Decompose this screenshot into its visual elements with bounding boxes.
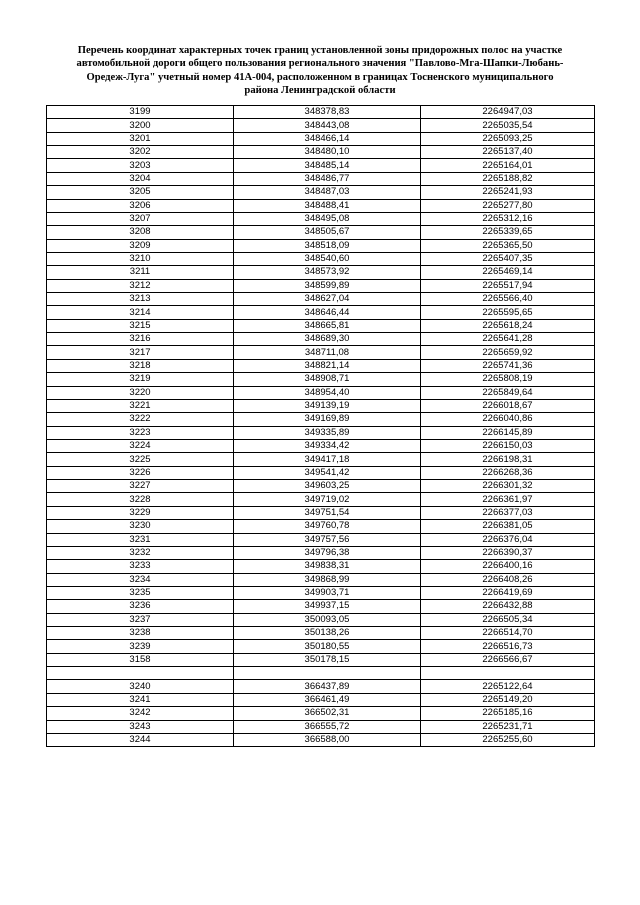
table-row	[47, 733, 595, 746]
table-row	[47, 186, 595, 199]
table-row	[47, 119, 595, 132]
point-number-cell: 3241	[47, 693, 234, 706]
x-coordinate-cell: 349903,71	[234, 586, 421, 599]
table-row	[47, 172, 595, 185]
x-coordinate-cell: 349169,89	[234, 413, 421, 426]
table-row	[47, 413, 595, 426]
point-number-cell: 3231	[47, 533, 234, 546]
table-row	[47, 573, 595, 586]
point-number-cell: 3240	[47, 680, 234, 693]
point-number-cell: 3227	[47, 480, 234, 493]
y-coordinate-cell: 2265365,50	[421, 239, 595, 252]
y-coordinate-cell: 2265469,14	[421, 266, 595, 279]
table-row	[47, 546, 595, 559]
x-coordinate-cell: 349868,99	[234, 573, 421, 586]
table-row	[47, 653, 595, 666]
x-coordinate-cell: 348488,41	[234, 199, 421, 212]
x-coordinate-cell: 348495,08	[234, 212, 421, 225]
x-coordinate-cell: 348689,30	[234, 333, 421, 346]
document-title	[46, 44, 594, 98]
y-coordinate-cell: 2265741,36	[421, 359, 595, 372]
point-number-cell: 3233	[47, 560, 234, 573]
y-coordinate-cell: 2266381,05	[421, 520, 595, 533]
y-coordinate-cell: 2265849,64	[421, 386, 595, 399]
x-coordinate-cell: 348443,08	[234, 119, 421, 132]
y-coordinate-cell: 2265595,65	[421, 306, 595, 319]
y-coordinate-cell: 2266376,04	[421, 533, 595, 546]
table-row	[47, 453, 595, 466]
y-coordinate-cell: 2266145,89	[421, 426, 595, 439]
table-row	[47, 667, 595, 680]
y-coordinate-cell: 2265407,35	[421, 252, 595, 265]
y-coordinate-cell: 2265137,40	[421, 146, 595, 159]
table-row	[47, 480, 595, 493]
y-coordinate-cell: 2265618,24	[421, 319, 595, 332]
table-row	[47, 306, 595, 319]
point-number-cell: 3232	[47, 546, 234, 559]
y-coordinate-cell: 2266040,86	[421, 413, 595, 426]
x-coordinate-cell: 348486,77	[234, 172, 421, 185]
table-row	[47, 426, 595, 439]
point-number-cell: 3208	[47, 226, 234, 239]
point-number-cell: 3209	[47, 239, 234, 252]
x-coordinate-cell: 348378,83	[234, 106, 421, 119]
y-coordinate-cell: 2266505,34	[421, 613, 595, 626]
y-coordinate-cell: 2266419,69	[421, 586, 595, 599]
y-coordinate-cell: 2266566,67	[421, 653, 595, 666]
table-row	[47, 266, 595, 279]
y-coordinate-cell: 2264947,03	[421, 106, 595, 119]
y-coordinate-cell: 2265093,25	[421, 132, 595, 145]
table-row	[47, 560, 595, 573]
title-line: автомобильной дороги общего пользования регионального значения "Павлово-Мга-Шапки-Любань-	[76, 58, 564, 70]
table-row	[47, 506, 595, 519]
x-coordinate-cell: 366461,49	[234, 693, 421, 706]
point-number-cell: 3238	[47, 627, 234, 640]
y-coordinate-cell: 2265241,93	[421, 186, 595, 199]
y-coordinate-cell: 2265188,82	[421, 172, 595, 185]
x-coordinate-cell: 349751,54	[234, 506, 421, 519]
point-number-cell: 3223	[47, 426, 234, 439]
coordinates-table	[46, 105, 595, 747]
x-coordinate-cell	[234, 667, 421, 680]
point-number-cell: 3214	[47, 306, 234, 319]
point-number-cell: 3222	[47, 413, 234, 426]
point-number-cell: 3210	[47, 252, 234, 265]
x-coordinate-cell: 348954,40	[234, 386, 421, 399]
table-row	[47, 373, 595, 386]
y-coordinate-cell: 2265164,01	[421, 159, 595, 172]
title-line: района Ленинградской области	[244, 85, 396, 97]
table-row	[47, 319, 595, 332]
table-row	[47, 293, 595, 306]
point-number-cell: 3217	[47, 346, 234, 359]
point-number-cell: 3218	[47, 359, 234, 372]
x-coordinate-cell: 349139,19	[234, 399, 421, 412]
x-coordinate-cell: 349541,42	[234, 466, 421, 479]
table-row	[47, 159, 595, 172]
y-coordinate-cell: 2266400,16	[421, 560, 595, 573]
point-number-cell: 3236	[47, 600, 234, 613]
x-coordinate-cell: 366555,72	[234, 720, 421, 733]
title-line: Перечень координат характерных точек границ установленной зоны придорожных полос на участке	[77, 45, 563, 56]
x-coordinate-cell: 349757,56	[234, 533, 421, 546]
y-coordinate-cell: 2266432,88	[421, 600, 595, 613]
point-number-cell: 3244	[47, 733, 234, 746]
point-number-cell: 3213	[47, 293, 234, 306]
point-number-cell: 3224	[47, 439, 234, 452]
point-number-cell: 3205	[47, 186, 234, 199]
y-coordinate-cell: 2265231,71	[421, 720, 595, 733]
table-row	[47, 399, 595, 412]
x-coordinate-cell: 348518,09	[234, 239, 421, 252]
x-coordinate-cell: 350178,15	[234, 653, 421, 666]
table-row	[47, 466, 595, 479]
y-coordinate-cell: 2266361,97	[421, 493, 595, 506]
table-row	[47, 439, 595, 452]
table-row	[47, 359, 595, 372]
point-number-cell: 3201	[47, 132, 234, 145]
point-number-cell: 3199	[47, 106, 234, 119]
table-row	[47, 586, 595, 599]
y-coordinate-cell: 2265659,92	[421, 346, 595, 359]
point-number-cell: 3204	[47, 172, 234, 185]
table-row	[47, 386, 595, 399]
x-coordinate-cell: 348487,03	[234, 186, 421, 199]
table-row	[47, 212, 595, 225]
point-number-cell: 3234	[47, 573, 234, 586]
table-row	[47, 680, 595, 693]
x-coordinate-cell: 349417,18	[234, 453, 421, 466]
x-coordinate-cell: 348646,44	[234, 306, 421, 319]
y-coordinate-cell: 2266268,36	[421, 466, 595, 479]
y-coordinate-cell: 2266150,03	[421, 439, 595, 452]
x-coordinate-cell: 348540,60	[234, 252, 421, 265]
point-number-cell: 3207	[47, 212, 234, 225]
point-number-cell	[47, 667, 234, 680]
y-coordinate-cell: 2265277,80	[421, 199, 595, 212]
point-number-cell: 3225	[47, 453, 234, 466]
x-coordinate-cell: 348711,08	[234, 346, 421, 359]
x-coordinate-cell: 348665,81	[234, 319, 421, 332]
x-coordinate-cell: 348480,10	[234, 146, 421, 159]
x-coordinate-cell: 366437,89	[234, 680, 421, 693]
coordinates-table-body	[47, 106, 595, 747]
table-row	[47, 640, 595, 653]
point-number-cell: 3242	[47, 707, 234, 720]
table-row	[47, 346, 595, 359]
table-row	[47, 520, 595, 533]
y-coordinate-cell: 2265808,19	[421, 373, 595, 386]
point-number-cell: 3229	[47, 506, 234, 519]
table-row	[47, 239, 595, 252]
point-number-cell: 3206	[47, 199, 234, 212]
y-coordinate-cell: 2265641,28	[421, 333, 595, 346]
y-coordinate-cell: 2266301,32	[421, 480, 595, 493]
y-coordinate-cell: 2265255,60	[421, 733, 595, 746]
table-row	[47, 333, 595, 346]
point-number-cell: 3158	[47, 653, 234, 666]
x-coordinate-cell: 348466,14	[234, 132, 421, 145]
point-number-cell: 3215	[47, 319, 234, 332]
table-row	[47, 106, 595, 119]
point-number-cell: 3235	[47, 586, 234, 599]
y-coordinate-cell: 2266516,73	[421, 640, 595, 653]
point-number-cell: 3211	[47, 266, 234, 279]
x-coordinate-cell: 349719,02	[234, 493, 421, 506]
point-number-cell: 3216	[47, 333, 234, 346]
y-coordinate-cell	[421, 667, 595, 680]
table-row	[47, 493, 595, 506]
title-line: Оредеж-Луга" учетный номер 41А-004, расположенном в границах Тосненского муниципального	[86, 71, 554, 83]
x-coordinate-cell: 348485,14	[234, 159, 421, 172]
y-coordinate-cell: 2265185,16	[421, 707, 595, 720]
point-number-cell: 3237	[47, 613, 234, 626]
point-number-cell: 3230	[47, 520, 234, 533]
x-coordinate-cell: 366502,31	[234, 707, 421, 720]
table-row	[47, 600, 595, 613]
point-number-cell: 3221	[47, 399, 234, 412]
y-coordinate-cell: 2266390,37	[421, 546, 595, 559]
x-coordinate-cell: 348821,14	[234, 359, 421, 372]
y-coordinate-cell: 2265339,65	[421, 226, 595, 239]
point-number-cell: 3239	[47, 640, 234, 653]
point-number-cell: 3243	[47, 720, 234, 733]
point-number-cell: 3200	[47, 119, 234, 132]
y-coordinate-cell: 2265312,16	[421, 212, 595, 225]
x-coordinate-cell: 348573,92	[234, 266, 421, 279]
point-number-cell: 3212	[47, 279, 234, 292]
table-row	[47, 226, 595, 239]
x-coordinate-cell: 349796,38	[234, 546, 421, 559]
x-coordinate-cell: 349760,78	[234, 520, 421, 533]
y-coordinate-cell: 2266377,03	[421, 506, 595, 519]
table-row	[47, 720, 595, 733]
table-row	[47, 707, 595, 720]
x-coordinate-cell: 349937,15	[234, 600, 421, 613]
y-coordinate-cell: 2265517,94	[421, 279, 595, 292]
x-coordinate-cell: 349603,25	[234, 480, 421, 493]
point-number-cell: 3220	[47, 386, 234, 399]
y-coordinate-cell: 2265149,20	[421, 693, 595, 706]
x-coordinate-cell: 348908,71	[234, 373, 421, 386]
table-row	[47, 693, 595, 706]
table-row	[47, 132, 595, 145]
x-coordinate-cell: 349334,42	[234, 439, 421, 452]
x-coordinate-cell: 349838,31	[234, 560, 421, 573]
x-coordinate-cell: 349335,89	[234, 426, 421, 439]
x-coordinate-cell: 350138,26	[234, 627, 421, 640]
x-coordinate-cell: 348599,89	[234, 279, 421, 292]
table-row	[47, 199, 595, 212]
point-number-cell: 3203	[47, 159, 234, 172]
y-coordinate-cell: 2266198,31	[421, 453, 595, 466]
x-coordinate-cell: 366588,00	[234, 733, 421, 746]
table-row	[47, 627, 595, 640]
y-coordinate-cell: 2266408,26	[421, 573, 595, 586]
x-coordinate-cell: 350093,05	[234, 613, 421, 626]
x-coordinate-cell: 348505,67	[234, 226, 421, 239]
table-row	[47, 279, 595, 292]
y-coordinate-cell: 2266018,67	[421, 399, 595, 412]
y-coordinate-cell: 2266514,70	[421, 627, 595, 640]
y-coordinate-cell: 2265122,64	[421, 680, 595, 693]
y-coordinate-cell: 2265566,40	[421, 293, 595, 306]
table-row	[47, 533, 595, 546]
x-coordinate-cell: 350180,55	[234, 640, 421, 653]
y-coordinate-cell: 2265035,54	[421, 119, 595, 132]
table-row	[47, 252, 595, 265]
table-row	[47, 146, 595, 159]
point-number-cell: 3226	[47, 466, 234, 479]
point-number-cell: 3219	[47, 373, 234, 386]
point-number-cell: 3228	[47, 493, 234, 506]
table-row	[47, 613, 595, 626]
x-coordinate-cell: 348627,04	[234, 293, 421, 306]
point-number-cell: 3202	[47, 146, 234, 159]
